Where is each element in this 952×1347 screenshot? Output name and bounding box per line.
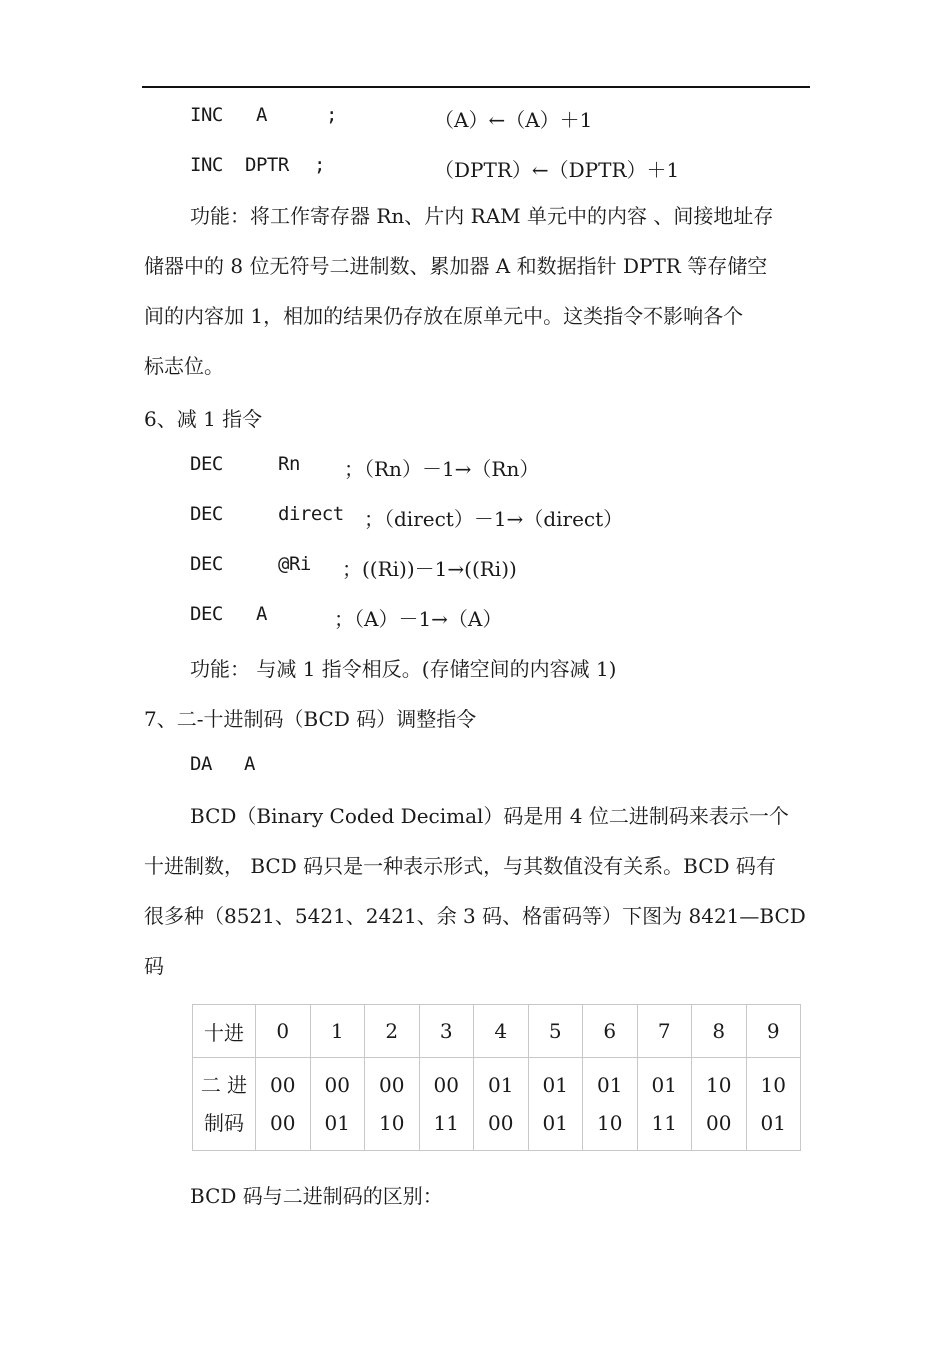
dec-op: DEC xyxy=(190,453,223,475)
dec-op: DEC xyxy=(190,503,223,525)
table-cell: 5 xyxy=(528,1005,583,1058)
table-cell xyxy=(419,1058,474,1151)
dec-effect: ；（Rn）－1→（Rn） xyxy=(344,457,540,481)
table-cell xyxy=(365,1058,420,1151)
code-high: 00 xyxy=(270,1073,296,1097)
code-low: 11 xyxy=(433,1111,459,1135)
da-arg: A xyxy=(244,753,255,775)
table-cell xyxy=(474,1058,529,1151)
table-cell: 6 xyxy=(583,1005,638,1058)
dec-op: DEC xyxy=(190,553,223,575)
dec-arg: A xyxy=(256,603,267,625)
code-low: 10 xyxy=(597,1111,623,1135)
decimal-row xyxy=(193,1005,801,1058)
code-high: 01 xyxy=(651,1073,677,1097)
inc-arg: A xyxy=(256,104,267,126)
dec-effect: ；（direct）－1→（direct） xyxy=(364,507,624,531)
header-line: 制码 xyxy=(204,1111,244,1135)
code-low: 10 xyxy=(379,1111,405,1135)
table-cell: 2 xyxy=(365,1005,420,1058)
table-cell: 0 xyxy=(256,1005,311,1058)
code-low: 00 xyxy=(488,1111,514,1135)
table-header-cell: 十进 xyxy=(193,1005,256,1058)
dec-op: DEC xyxy=(190,603,223,625)
dec-arg: direct xyxy=(278,503,344,525)
paragraph-line: 标志位。 xyxy=(144,354,224,378)
inc-effect: （A）←（A）＋1 xyxy=(434,108,593,132)
inc-op: INC xyxy=(190,154,223,176)
code-high: 10 xyxy=(760,1073,786,1097)
table-cell: 7 xyxy=(637,1005,692,1058)
dec-arg: Rn xyxy=(278,453,300,475)
section-7-heading: 7、二-十进制码（BCD 码）调整指令 xyxy=(144,707,477,731)
table-cell: 1 xyxy=(310,1005,365,1058)
code-high: 00 xyxy=(433,1073,459,1097)
bcd-8421-table xyxy=(192,1004,801,1151)
inc-effect: （DPTR）←（DPTR）＋1 xyxy=(434,158,680,182)
inc-semicolon: ; xyxy=(314,154,325,176)
header-line: 二 进 xyxy=(200,1073,248,1097)
code-high: 01 xyxy=(488,1073,514,1097)
code-low: 11 xyxy=(651,1111,677,1135)
da-op: DA xyxy=(190,753,212,775)
code-low: 01 xyxy=(760,1111,786,1135)
paragraph-line: 十进制数， BCD 码只是一种表示形式，与其数值没有关系。BCD 码有 xyxy=(144,854,776,878)
code-high: 00 xyxy=(379,1073,405,1097)
table-cell: 3 xyxy=(419,1005,474,1058)
paragraph-line: 间的内容加 1，相加的结果仍存放在原单元中。这类指令不影响各个 xyxy=(144,304,744,328)
closing-line: BCD 码与二进制码的区别： xyxy=(190,1184,443,1208)
inc-arg: DPTR xyxy=(245,154,289,176)
code-low: 01 xyxy=(324,1111,350,1135)
table-cell xyxy=(583,1058,638,1151)
dec-function: 功能： 与减 1 指令相反。(存储空间的内容减 1) xyxy=(190,657,617,681)
table-cell xyxy=(746,1058,801,1151)
paragraph-line: 储器中的 8 位无符号二进制数、累加器 A 和数据指针 DPTR 等存储空 xyxy=(144,254,768,278)
table-cell xyxy=(637,1058,692,1151)
inc-semicolon: ; xyxy=(326,104,337,126)
table-cell xyxy=(692,1058,747,1151)
table-cell: 8 xyxy=(692,1005,747,1058)
dec-effect: ；((Ri))－1→((Ri)) xyxy=(342,557,517,581)
code-low: 01 xyxy=(542,1111,568,1135)
code-low: 00 xyxy=(270,1111,296,1135)
table-header-cell xyxy=(193,1058,256,1151)
dec-effect: ；（A）－1→（A） xyxy=(334,607,503,631)
paragraph-line: 功能：将工作寄存器 Rn、片内 RAM 单元中的内容 、间接地址存 xyxy=(190,204,774,228)
section-6-heading: 6、减 1 指令 xyxy=(144,407,263,431)
paragraph-line: 很多种（8521、5421、2421、余 3 码、格雷码等）下图为 8421—BCD xyxy=(144,904,806,928)
code-high: 01 xyxy=(542,1073,568,1097)
paragraph-line: BCD（Binary Coded Decimal）码是用 4 位二进制码来表示一个 xyxy=(190,804,789,828)
table-cell: 4 xyxy=(474,1005,529,1058)
header-rule xyxy=(142,86,810,88)
table-cell: 9 xyxy=(746,1005,801,1058)
table-cell xyxy=(256,1058,311,1151)
inc-op: INC xyxy=(190,104,223,126)
table-cell xyxy=(528,1058,583,1151)
code-high: 01 xyxy=(597,1073,623,1097)
dec-arg: @Ri xyxy=(278,553,311,575)
code-high: 10 xyxy=(706,1073,732,1097)
code-low: 00 xyxy=(706,1111,732,1135)
paragraph-line: 码 xyxy=(144,954,164,978)
code-high: 00 xyxy=(324,1073,350,1097)
table-cell xyxy=(310,1058,365,1151)
binary-row xyxy=(193,1058,801,1151)
